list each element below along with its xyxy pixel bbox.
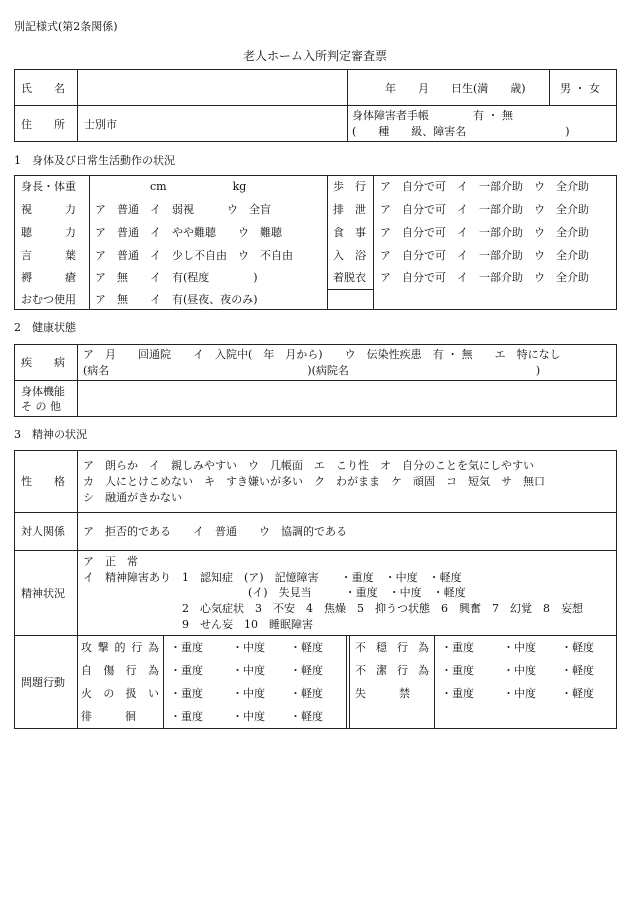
form-label: 別記様式(第2条関係): [14, 20, 118, 33]
height-weight-value[interactable]: cm kg: [95, 180, 247, 193]
physical-function-field[interactable]: [78, 381, 616, 416]
section-3-heading: 3 精神の状況: [14, 428, 87, 441]
severity-light[interactable]: ・軽度: [290, 687, 323, 700]
problem-item-self-harm: 自傷行為: [81, 664, 159, 677]
physical-function-label-2: そ の 他: [21, 400, 61, 413]
vision-options[interactable]: ア 普通 イ 弱視 ウ 全盲: [95, 203, 271, 216]
speech-label: 言 葉: [21, 249, 76, 262]
problem-item-unclean: 不潔行為: [355, 664, 429, 677]
problem-item-fire-handling: 火の扱い: [81, 687, 159, 700]
walking-label: 歩 行: [333, 180, 366, 193]
relation-options[interactable]: ア 拒否的である イ 普通 ウ 協調的である: [83, 525, 347, 538]
severity-light[interactable]: ・軽度: [561, 641, 594, 654]
disease-line-2[interactable]: (病名 )(病院名 ): [83, 364, 541, 377]
severity-light[interactable]: ・軽度: [561, 687, 594, 700]
severity-medium[interactable]: ・中度: [232, 641, 265, 654]
severity-medium[interactable]: ・中度: [232, 664, 265, 677]
severity-medium[interactable]: ・中度: [503, 641, 536, 654]
severity-medium[interactable]: ・中度: [232, 687, 265, 700]
problem-item-aggression: 攻撃的行為: [81, 641, 159, 654]
severity-light[interactable]: ・軽度: [290, 710, 323, 723]
disease-label: 疾 病: [21, 356, 65, 369]
page-title: 老人ホーム入所判定審査票: [242, 49, 387, 63]
mental-line-2[interactable]: イ 精神障害あり 1 認知症 (ア) 記憶障害 ・重度 ・中度 ・軽度: [83, 571, 462, 584]
section-1-heading: 1 身体及び日常生活動作の状況: [14, 154, 175, 167]
name-label: 氏 名: [21, 82, 65, 95]
problem-item-restless: 不穏行為: [355, 641, 429, 654]
meal-options[interactable]: ア 自分で可 イ 一部介助 ウ 全介助: [380, 226, 589, 239]
excretion-options[interactable]: ア 自分で可 イ 一部介助 ウ 全介助: [380, 203, 589, 216]
severity-heavy[interactable]: ・重度: [441, 664, 474, 677]
address-value[interactable]: 士別市: [84, 118, 117, 131]
severity-medium[interactable]: ・中度: [503, 687, 536, 700]
meal-label: 食 事: [333, 226, 366, 239]
mental-state-label: 精神状況: [21, 587, 65, 600]
dressing-options[interactable]: ア 自分で可 イ 一部介助 ウ 全介助: [380, 271, 589, 284]
personality-line-3[interactable]: シ 融通がきかない: [83, 491, 182, 504]
address-label: 住 所: [21, 118, 65, 131]
severity-medium[interactable]: ・中度: [503, 664, 536, 677]
mental-line-5[interactable]: 9 せん妄 10 睡眠障害: [83, 618, 313, 631]
problem-behavior-label: 問題行動: [21, 676, 65, 689]
hearing-options[interactable]: ア 普通 イ やや難聴 ウ 難聴: [95, 226, 282, 239]
severity-heavy[interactable]: ・重度: [170, 687, 203, 700]
problem-item-incontinence: 失 禁: [355, 687, 410, 700]
speech-options[interactable]: ア 普通 イ 少し不自由 ウ 不自由: [95, 249, 293, 262]
section-2-heading: 2 健康状態: [14, 321, 76, 334]
severity-heavy[interactable]: ・重度: [441, 687, 474, 700]
handbook-line-1[interactable]: 身体障害者手帳 有 ・ 無: [352, 109, 513, 122]
relation-label: 対人関係: [21, 525, 65, 538]
problem-item-wandering: 徘 徊: [81, 710, 136, 723]
bedsore-options[interactable]: ア 無 イ 有(程度 ): [95, 271, 258, 284]
disease-line-1[interactable]: ア 月 回通院 イ 入院中( 年 月から) ウ 伝染性疾患 有 ・ 無 エ 特になし: [83, 348, 561, 361]
personality-line-2[interactable]: カ 人にとけこめない キ すき嫌いが多い ク わがまま ケ 頑固 コ 短気 サ 無口: [83, 475, 545, 488]
severity-heavy[interactable]: ・重度: [170, 664, 203, 677]
mental-line-3[interactable]: (イ) 失見当 ・重度 ・中度 ・軽度: [83, 586, 466, 599]
severity-light[interactable]: ・軽度: [290, 641, 323, 654]
personality-line-1[interactable]: ア 朗らか イ 親しみやすい ウ 几帳面 エ こり性 オ 自分のことを気にしやすい: [83, 459, 534, 472]
height-weight-label: 身長・体重: [21, 180, 76, 193]
bedsore-label: 褥 瘡: [21, 271, 76, 284]
severity-medium[interactable]: ・中度: [232, 710, 265, 723]
dressing-label: 着脱衣: [333, 271, 366, 284]
severity-heavy[interactable]: ・重度: [170, 710, 203, 723]
mental-line-4[interactable]: 2 心気症状 3 不安 4 焦燥 5 抑うつ状態 6 興奮 7 幻覚 8 妄想: [83, 602, 583, 615]
bathing-options[interactable]: ア 自分で可 イ 一部介助 ウ 全介助: [380, 249, 589, 262]
severity-heavy[interactable]: ・重度: [441, 641, 474, 654]
sex-field[interactable]: 男 ・ 女: [560, 82, 600, 95]
handbook-line-2[interactable]: ( 種 級、障害名 ): [352, 125, 570, 138]
hearing-label: 聴 力: [21, 226, 76, 239]
mental-line-1[interactable]: ア 正 常: [83, 555, 138, 568]
severity-light[interactable]: ・軽度: [561, 664, 594, 677]
diaper-label: おむつ使用: [21, 293, 76, 306]
excretion-label: 排 泄: [333, 203, 366, 216]
diaper-options[interactable]: ア 無 イ 有(昼夜、夜のみ): [95, 293, 258, 306]
vision-label: 視 力: [21, 203, 76, 216]
birth-date-field[interactable]: 年 月 日生(満 歳): [385, 82, 526, 95]
physical-function-label-1: 身体機能: [21, 385, 65, 398]
personality-label: 性 格: [21, 475, 65, 488]
severity-light[interactable]: ・軽度: [290, 664, 323, 677]
severity-heavy[interactable]: ・重度: [170, 641, 203, 654]
walking-options[interactable]: ア 自分で可 イ 一部介助 ウ 全介助: [380, 180, 589, 193]
bathing-label: 入 浴: [333, 249, 366, 262]
